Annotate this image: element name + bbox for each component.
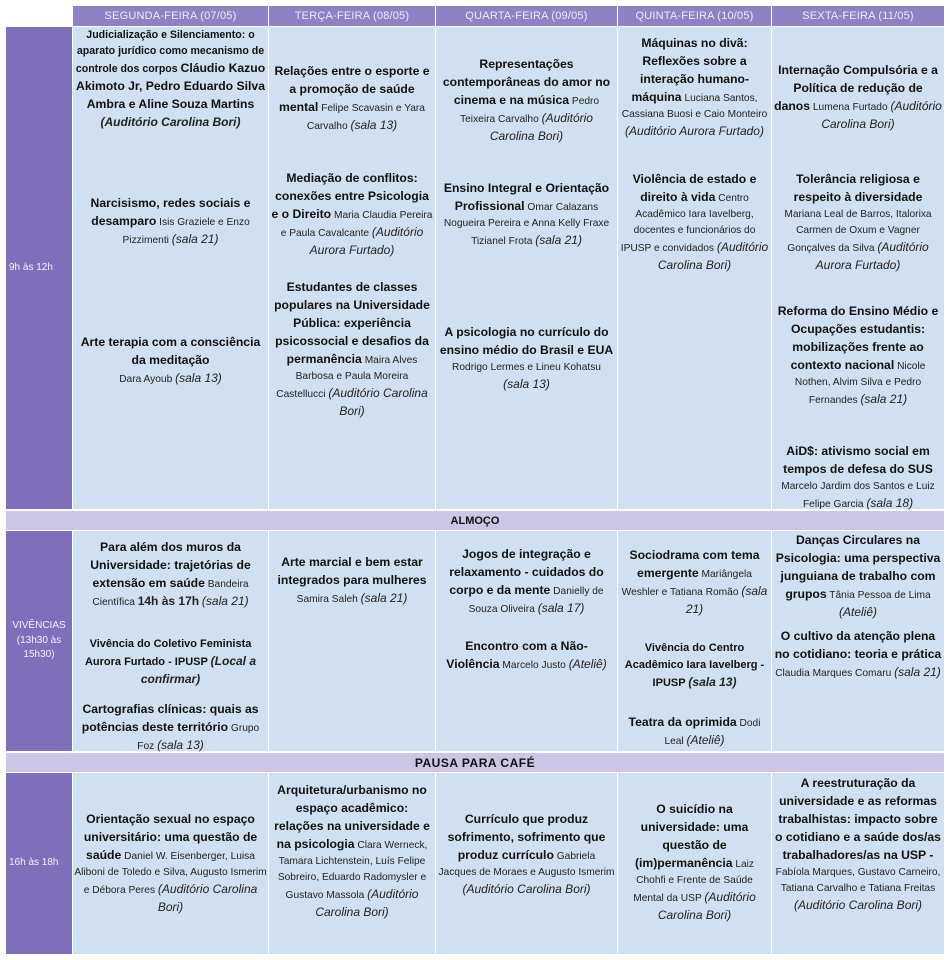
event-location: (sala 21) bbox=[685, 584, 768, 616]
event-title: Currículo que produz sofrimento, sofrimento que produz currículo bbox=[447, 812, 606, 862]
event-location: (Auditório Carolina Bori) bbox=[489, 111, 593, 143]
event-card bbox=[620, 35, 769, 141]
event-people: Daniel W. Eisenberger, Luisa Aliboni de Toledo e Silva, Augusto Ismerim e Débora Peres bbox=[74, 851, 267, 896]
event-title: Ensino Integral e Orientação Profissional bbox=[443, 181, 610, 213]
row-label-morning: 9h às 12h bbox=[6, 27, 72, 509]
event-location: (Auditório Carolina Bori) bbox=[657, 890, 756, 922]
event-title: Representações contemporâneas do amor no cinema e na música bbox=[442, 57, 611, 107]
event-location: (Auditório Carolina Bori) bbox=[100, 115, 241, 129]
event-card bbox=[438, 811, 615, 899]
event-title: A psicologia no currículo do ensino médio do Brasil e EUA bbox=[439, 325, 614, 357]
event-title: O cultivo da atenção plena no cotidiano: teoria e prática bbox=[774, 629, 942, 661]
event-location: (Auditório Carolina Bori) bbox=[821, 99, 942, 131]
event-card bbox=[620, 547, 769, 619]
event-people: Lumena Furtado bbox=[812, 102, 888, 113]
event-location: (Auditório Carolina Bori) bbox=[793, 898, 923, 912]
row-label-vivencias bbox=[6, 531, 72, 751]
vivencias-label-3: 15h30) bbox=[23, 649, 55, 661]
event-card bbox=[78, 334, 263, 388]
event-title: O suicídio na universidade: uma questão de (im)permanência bbox=[634, 802, 749, 870]
event-title: Jogos de integração e relaxamento - cuidados do corpo e da mente bbox=[449, 547, 604, 597]
event-people: Nicole Nothen, Alvim Silva e Pedro Fernandes bbox=[794, 361, 926, 406]
event-location: (Auditório Aurora Furtado) bbox=[815, 240, 929, 272]
event-card bbox=[271, 782, 433, 922]
event-card bbox=[774, 171, 942, 275]
event-location: (sala 21) bbox=[360, 591, 408, 605]
event-title: Narcisismo, redes sociais e desamparo bbox=[90, 196, 251, 228]
event-location: (Auditório Aurora Furtado) bbox=[625, 124, 764, 138]
event-title: Reforma do Ensino Médio e Ocupações estudantis: mobilizações frente ao contexto nacional bbox=[777, 304, 939, 372]
event-title: Internação Compulsória e a Política de redução de danos bbox=[774, 63, 938, 113]
event-location: (sala 21) bbox=[535, 233, 582, 247]
event-card bbox=[74, 28, 267, 132]
event-title: Encontro com a Não-Violência bbox=[446, 639, 588, 671]
event-people: Marcelo Justo bbox=[502, 660, 566, 671]
event-title: Arte marcial e bem estar integrados para mulheres bbox=[277, 555, 427, 587]
row-label-afternoon: 16h às 18h bbox=[6, 773, 72, 954]
event-title: Judicialização e Silenciamento: o aparato jurídico como mecanismo de controle dos corpos bbox=[75, 29, 265, 75]
event-title: AiD$: ativismo social em tempos de defesa do SUS bbox=[783, 444, 933, 476]
event-location: (sala 18) bbox=[866, 496, 914, 510]
event-title: Para além dos muros da Universidade: trajetórias de extensão em saúde bbox=[90, 540, 251, 590]
event-people: Omar Calazans Nogueira Pereira e Anna Kelly Fraxe Tizianel Frota bbox=[443, 202, 610, 247]
event-location: (Auditório Aurora Furtado) bbox=[309, 225, 424, 257]
event-card bbox=[271, 170, 433, 260]
event-location: (Ateliê) bbox=[568, 657, 607, 671]
corner-header bbox=[6, 6, 72, 26]
event-title: Máquinas no divã: Reflexões sobre a interação humano-máquina bbox=[631, 36, 750, 104]
event-location: (sala 21) bbox=[201, 594, 249, 608]
event-location: (Auditório Carolina Bori) bbox=[157, 882, 258, 914]
event-people: Isis Graziele e Enzo Pizzimenti bbox=[122, 217, 250, 246]
event-people: Felipe Scavasin e Yara Carvalho bbox=[306, 103, 425, 132]
event-people: Fabíola Marques, Gustavo Carneiro, Tatiana Carvalho e Tatiana Freitas bbox=[775, 867, 941, 894]
event-card bbox=[271, 554, 433, 608]
event-title: Violência de estado e direito à vida bbox=[632, 172, 757, 204]
event-card bbox=[74, 811, 267, 917]
event-title: Arquitetura/urbanismo no espaço acadêmico: relações na universidade e na psicologia bbox=[274, 783, 430, 851]
event-card bbox=[74, 701, 267, 755]
lunch-band: ALMOÇO bbox=[6, 511, 944, 530]
event-card bbox=[271, 63, 433, 135]
event-people: Rodrigo Lermes e Lineu Kohatsu bbox=[452, 362, 601, 373]
day-header-thursday: QUINTA-FEIRA (10/05) bbox=[618, 6, 771, 26]
event-people: Bandeira Científica bbox=[92, 579, 249, 608]
event-card bbox=[438, 56, 615, 146]
event-location: (Local a confirmar) bbox=[140, 654, 257, 686]
event-people: Claudia Marques Comaru bbox=[775, 668, 892, 679]
event-card bbox=[774, 62, 942, 134]
event-location: (Ateliê) bbox=[686, 733, 725, 747]
vivencias-label-1: VIVÊNCIAS bbox=[12, 620, 66, 632]
event-card bbox=[620, 171, 769, 275]
event-speakers: Cláudio Kazuo Akimoto Jr, Pedro Eduardo Silva Ambra e Aline Souza Martins bbox=[76, 61, 266, 111]
event-card bbox=[620, 714, 769, 750]
event-title: Danças Circulares na Psicologia: uma perspectiva junguiana de trabalho com grupos bbox=[775, 533, 941, 601]
event-card bbox=[620, 801, 769, 925]
event-title: A reestruturação da universidade e as reformas trabalhistas: impacto sobre o cotidiano e a saúde dos/as trabalhadores/as na USP - bbox=[775, 776, 941, 862]
coffee-band: PAUSA PARA CAFÉ bbox=[6, 753, 944, 772]
event-location: (Ateliê) bbox=[838, 605, 877, 619]
event-title: Sociodrama com tema emergente bbox=[629, 548, 760, 580]
event-people: Maira Alves Barbosa e Paula Moreira Castellucci bbox=[276, 355, 418, 400]
event-people: Danielly de Souza Oliveira bbox=[468, 586, 604, 615]
event-title: Vivência do Coletivo Feminista Aurora Furtado - IPUSP bbox=[84, 638, 252, 668]
schedule-table bbox=[6, 6, 944, 954]
event-people: Pedro Teixeira Carvalho bbox=[460, 96, 600, 125]
event-title: Relações entre o esporte e a promoção de saúde mental bbox=[274, 64, 430, 114]
event-location: (sala 21) bbox=[860, 392, 908, 406]
event-people: Gabriela Jacques de Moraes e Augusto Ismerim bbox=[438, 851, 615, 878]
event-card bbox=[620, 640, 769, 692]
vivencias-label-2: (13h30 às bbox=[16, 634, 62, 646]
event-card bbox=[774, 532, 942, 622]
event-people: Samira Saleh bbox=[296, 594, 358, 605]
event-location: (Auditório Carolina Bori) bbox=[328, 386, 428, 418]
event-card bbox=[271, 279, 433, 421]
event-people: Dodi Leal bbox=[664, 718, 761, 747]
event-card bbox=[774, 443, 942, 513]
event-location: (sala 13) bbox=[175, 371, 222, 385]
day-header-friday: SEXTA-FEIRA (11/05) bbox=[772, 6, 944, 26]
event-people: Laiz Chohfi e Frente de Saúde Mental da USP bbox=[633, 859, 755, 904]
event-title: Arte terapia com a consciência da meditação bbox=[80, 335, 261, 367]
event-location: (Auditório Carolina Bori) bbox=[315, 887, 419, 919]
event-people: Centro Acadêmico Iara Iavelberg, docentes e funcionários do IPUSP e convidados bbox=[620, 193, 756, 254]
event-card bbox=[438, 324, 615, 394]
event-card bbox=[774, 628, 942, 682]
event-people: Maria Claudia Pereira e Paula Cavalcante bbox=[280, 210, 433, 239]
event-title: Vivência do Centro Acadêmico Iara Iavelberg - IPUSP bbox=[624, 642, 765, 689]
event-card bbox=[74, 539, 267, 611]
event-time: 14h às 17h bbox=[137, 594, 200, 608]
event-card bbox=[74, 195, 267, 249]
event-location: (sala 13) bbox=[688, 675, 737, 689]
event-card bbox=[438, 546, 615, 618]
event-title: Orientação sexual no espaço universitário: uma questão de saúde bbox=[83, 812, 258, 862]
event-people: Clara Werneck, Tamara Lichtenstein, Luís Felipe Sobreiro, Eduardo Radomysler e Gustavo Massola bbox=[277, 840, 428, 901]
event-people: Mariângela Weshler e Tatiana Romão bbox=[621, 569, 752, 598]
event-people: Grupo Foz bbox=[137, 723, 260, 752]
event-title: Mediação de conflitos: conexões entre Psicologia e o Direito bbox=[271, 171, 429, 221]
event-people: Mariana Leal de Barros, Italorixa Carmen de Oxum e Vagner Gonçalves da Silva bbox=[784, 209, 932, 254]
event-people: Dara Ayoub bbox=[119, 374, 173, 385]
event-location: (Auditório Carolina Bori) bbox=[462, 882, 591, 896]
event-card bbox=[774, 303, 942, 409]
event-title: Cartografias clínicas: quais as potências deste território bbox=[81, 702, 259, 734]
event-location: (sala 21) bbox=[171, 232, 219, 246]
day-header-monday: SEGUNDA-FEIRA (07/05) bbox=[73, 6, 268, 26]
event-location: (sala 13) bbox=[503, 377, 550, 391]
event-people: Luciana Santos, Cassiana Buosi e Caio Monteiro bbox=[621, 93, 768, 120]
event-card bbox=[774, 775, 942, 915]
event-people: Marcelo Jardim dos Santos e Luiz Felipe Garcia bbox=[781, 481, 935, 510]
event-title: Estudantes de classes populares na Universidade Pública: experiência psicossocial e desafios da permanência bbox=[274, 280, 430, 366]
event-card bbox=[438, 180, 615, 250]
event-card bbox=[446, 638, 607, 674]
event-location: (sala 21) bbox=[894, 665, 941, 679]
event-location: (sala 13) bbox=[350, 118, 398, 132]
event-title: Tolerância religiosa e respeito à diversidade bbox=[793, 172, 923, 204]
event-card bbox=[76, 636, 265, 689]
day-header-tuesday: TERÇA-FEIRA (08/05) bbox=[269, 6, 435, 26]
event-location: (sala 17) bbox=[537, 601, 585, 615]
event-location: (sala 13) bbox=[157, 738, 204, 752]
event-location: (Auditório Carolina Bori) bbox=[657, 240, 769, 272]
event-title: Teatra da oprimida bbox=[628, 715, 737, 729]
day-header-wednesday: QUARTA-FEIRA (09/05) bbox=[436, 6, 617, 26]
event-people: Tânia Pessoa de Lima bbox=[829, 590, 931, 601]
